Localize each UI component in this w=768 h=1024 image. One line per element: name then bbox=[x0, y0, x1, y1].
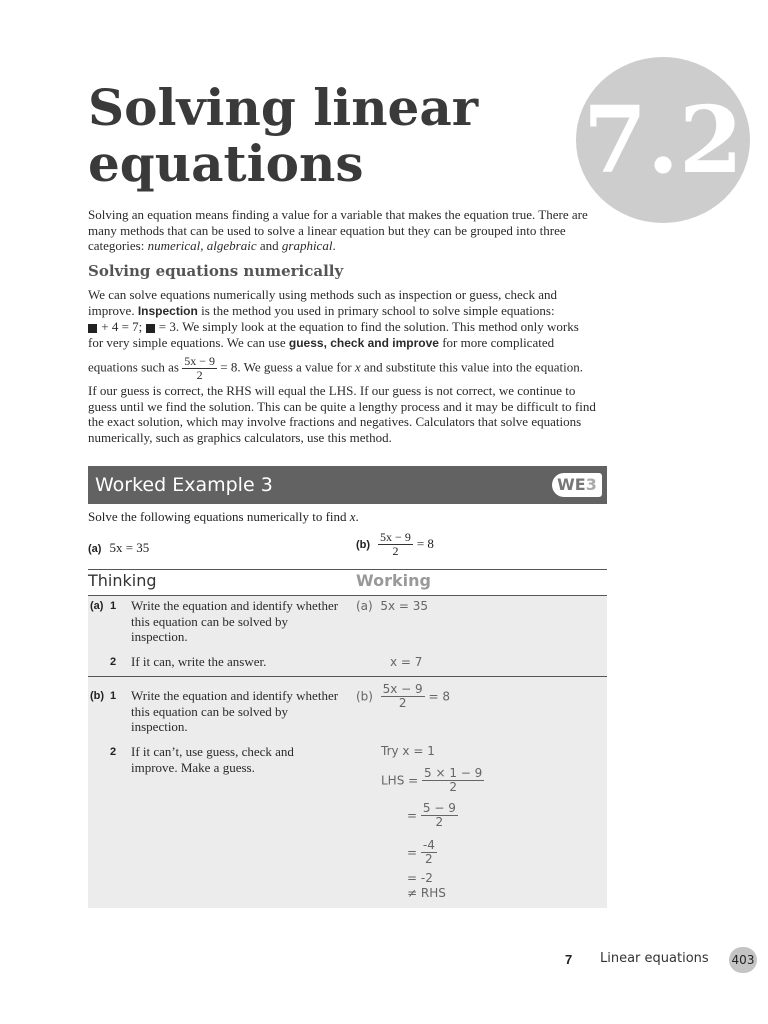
part-a-equation bbox=[88, 539, 149, 557]
work-step1-fraction bbox=[422, 767, 484, 794]
row-b2-number: 2 bbox=[110, 746, 117, 758]
work-a-answer: x = 7 bbox=[390, 655, 423, 669]
para1-line5a: equations such as bbox=[88, 359, 183, 375]
worked-example-title: Worked Example 3 bbox=[95, 474, 273, 496]
page-title bbox=[88, 80, 478, 192]
part-b-denominator: 2 bbox=[392, 544, 399, 558]
row-a2-number: 2 bbox=[110, 656, 117, 668]
part-a-label: (a) bbox=[88, 543, 102, 555]
table-row-rule bbox=[88, 676, 607, 677]
work-step2-numerator: 5 − 9 bbox=[422, 801, 456, 815]
row-a1-text: Write the equation and identify whether this equation can be solved by inspection. bbox=[131, 598, 339, 644]
intro-text: Solving an equation means finding a value for a variable that makes the equation true. There are many methods that can be used to solve a linear equation but they can be grouped into three categories: bbox=[88, 207, 588, 253]
work-step-4: = -2 bbox=[407, 871, 433, 885]
work-step3-numerator: -4 bbox=[422, 838, 435, 852]
para1-eq2: = 3. We simply look at the equation to find the solution. This method only works bbox=[155, 319, 579, 334]
para1-line2b: is the method you used in primary school to solve simple equations: bbox=[197, 302, 555, 318]
fraction bbox=[182, 355, 217, 382]
intro-numerical: numerical bbox=[147, 238, 201, 253]
para1-line5b: = 8. We guess a value for bbox=[217, 359, 355, 375]
numerical-paragraph bbox=[88, 287, 607, 382]
box-symbol bbox=[146, 324, 155, 333]
row-a1-number: 1 bbox=[110, 600, 117, 612]
row-b1-number: 1 bbox=[110, 690, 117, 702]
we-tag-number: 3 bbox=[585, 475, 597, 494]
footer-page-number: 403 bbox=[729, 947, 757, 973]
fraction-denominator: 2 bbox=[196, 368, 203, 382]
para1-line2a: improve. bbox=[88, 302, 138, 318]
para1-line1: We can solve equations numerically using methods such as inspection or guess, check and bbox=[88, 287, 558, 302]
part-b-label: (b) bbox=[356, 539, 371, 552]
work-step1-numerator: 5 × 1 − 9 bbox=[424, 766, 483, 780]
work-b-line bbox=[356, 683, 450, 710]
part-b-rhs: = 8 bbox=[416, 536, 434, 552]
task-text: Solve the following equations numerically to find bbox=[88, 509, 350, 524]
intro-comma: , bbox=[200, 238, 207, 253]
variable-x: x bbox=[354, 359, 361, 375]
work-step3-denominator: 2 bbox=[425, 852, 433, 866]
work-a-line bbox=[356, 599, 428, 613]
work-step-3 bbox=[407, 839, 437, 866]
part-b-numerator: 5x − 9 bbox=[380, 530, 411, 544]
table-top-rule bbox=[88, 569, 607, 570]
table-header-rule bbox=[88, 595, 607, 596]
work-equals: = bbox=[407, 845, 418, 860]
work-a-label: (a) bbox=[356, 599, 373, 613]
intro-graphical: graphical bbox=[281, 238, 333, 253]
row-b2-text: If it can’t, use guess, check and improve. Make a guess. bbox=[131, 744, 294, 775]
work-b-numerator: 5x − 9 bbox=[382, 682, 423, 696]
title-line-1: Solving linear bbox=[88, 78, 479, 137]
work-step-1 bbox=[381, 767, 484, 794]
row-b-label: (b) bbox=[90, 690, 105, 702]
box-symbol bbox=[88, 324, 97, 333]
work-step2-fraction bbox=[421, 802, 458, 829]
task-instruction bbox=[88, 509, 359, 525]
task-end: . bbox=[355, 509, 359, 524]
working-header: Working bbox=[356, 571, 431, 590]
part-a-eq: 5x = 35 bbox=[109, 540, 150, 555]
intro-and: and bbox=[256, 238, 282, 253]
work-step2-denominator: 2 bbox=[435, 815, 444, 829]
guess-paragraph: If our guess is correct, the RHS will equal the LHS. If our guess is not correct, we continue to guess until we find the solution. This can be quite a lengthy process and it may be difficult to find the exact solution, which may involve fractions and negatives. Calculators that solve equations numerically, such as graphics calculators, use this method. bbox=[88, 383, 596, 445]
para1-line3 bbox=[88, 319, 607, 335]
we-tag-letters: WE bbox=[557, 475, 586, 494]
para1-line5c: and substitute this value into the equation. bbox=[360, 359, 584, 375]
intro-end: . bbox=[332, 238, 336, 253]
part-b-fraction bbox=[378, 531, 413, 558]
term-guess-check-improve: guess, check and improve bbox=[288, 335, 439, 350]
row-a2-text: If it can, write the answer. bbox=[131, 654, 267, 669]
we-tag bbox=[552, 473, 602, 497]
work-lhs: LHS = bbox=[381, 773, 419, 788]
title-line-2: equations bbox=[88, 134, 364, 193]
section-number: 7.2 bbox=[582, 86, 744, 194]
work-b-denominator: 2 bbox=[398, 696, 407, 710]
work-equals: = bbox=[407, 808, 418, 823]
work-step3-fraction bbox=[421, 839, 437, 866]
work-b-label: (b) bbox=[356, 689, 373, 704]
para1-line4 bbox=[88, 335, 607, 352]
intro-paragraph bbox=[88, 207, 607, 254]
row-b1-text: Write the equation and identify whether this equation can be solved by inspection. bbox=[131, 688, 339, 734]
para1-line2 bbox=[88, 303, 607, 320]
section-heading: Solving equations numerically bbox=[88, 262, 344, 280]
work-step1-denominator: 2 bbox=[449, 780, 457, 794]
work-b-fraction bbox=[381, 683, 425, 710]
para1-eq1: + 4 = 7; bbox=[98, 319, 146, 334]
footer-chapter-title: Linear equations bbox=[600, 951, 709, 966]
intro-algebraic: algebraic bbox=[206, 238, 257, 253]
footer-chapter-number: 7 bbox=[565, 952, 573, 967]
para1-line4b: for more complicated bbox=[438, 334, 555, 350]
work-step-5: ≠ RHS bbox=[407, 886, 446, 900]
row-a-label: (a) bbox=[90, 600, 104, 612]
task-x: x bbox=[349, 509, 356, 524]
para1-line4a: for very simple equations. We can use bbox=[88, 334, 289, 350]
part-b-equation bbox=[356, 531, 434, 558]
work-try: Try x = 1 bbox=[381, 744, 435, 758]
fraction-numerator: 5x − 9 bbox=[184, 354, 216, 368]
work-step-2 bbox=[407, 802, 458, 829]
para1-line5 bbox=[88, 355, 607, 382]
thinking-header: Thinking bbox=[88, 571, 157, 590]
work-a-eq: 5x = 35 bbox=[380, 599, 429, 613]
work-b-rhs: = 8 bbox=[428, 689, 451, 704]
term-inspection: Inspection bbox=[137, 303, 198, 318]
